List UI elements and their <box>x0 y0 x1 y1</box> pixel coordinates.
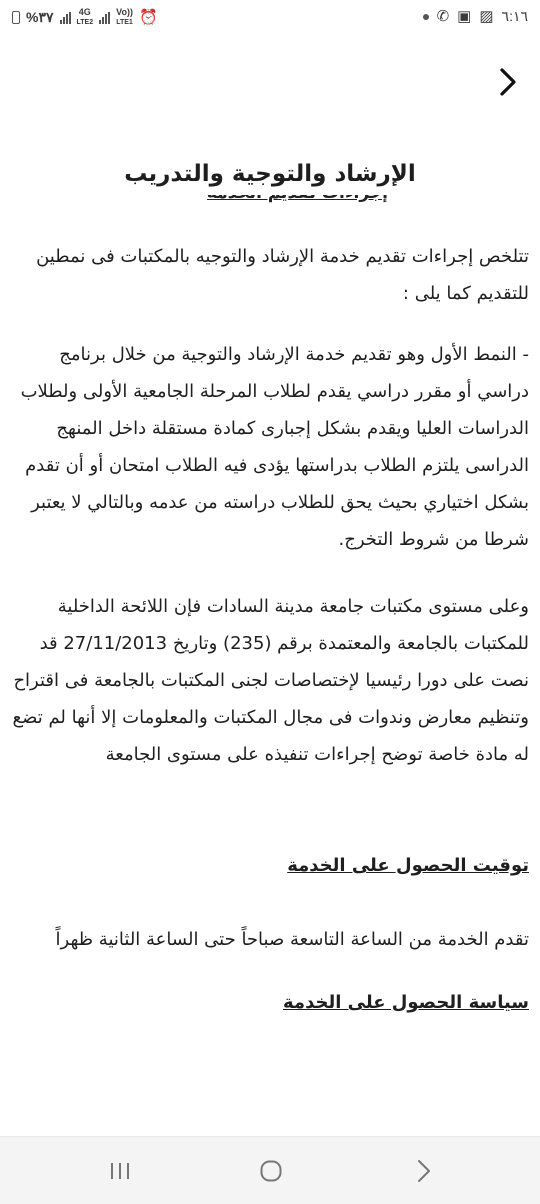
image-icon-2: ▨ <box>479 7 494 25</box>
home-icon <box>259 1159 283 1183</box>
network-vo-2: Vo)) <box>116 7 133 17</box>
network-type-2 <box>116 8 133 27</box>
policy-heading: سياسة الحصول على الخدمة <box>283 992 529 1013</box>
notification-dot-icon <box>423 14 429 20</box>
pattern-one-paragraph: - النمط الأول وهو تقديم خدمة الإرشاد والتوجية من خلال برنامج دراسي أو مقرر دراسي يقدم لطلاب المرحلة الجامعية الأولى ولطلاب الدراسات العليا ويقدم بشكل إجبارى كمادة مستقلة داخل المنهج الدراسى يلتزم الطلاب بدراستها يؤدى فيه الطلاب امتحان أو أن تقدم بشكل اختياري بحيث يحق للطلاب دراسته من عدمه وبالتالي لا يعتبر شرطا من شروط التخرج. <box>20 344 529 550</box>
recents-button[interactable] <box>100 1155 140 1187</box>
signal-icon-1 <box>60 12 71 24</box>
nav-back-button[interactable] <box>404 1155 444 1187</box>
network-lte-2: LTE1 <box>116 19 133 26</box>
home-button[interactable] <box>251 1155 291 1187</box>
title-bar <box>0 140 540 195</box>
status-bar-right <box>423 8 528 25</box>
back-button[interactable] <box>488 62 528 102</box>
page-title: الإرشاد والتوجية والتدريب <box>124 160 416 187</box>
image-icon-1: ▣ <box>457 7 472 25</box>
battery-icon <box>12 11 20 24</box>
clock: ٦:١٦ <box>501 8 528 24</box>
status-bar <box>0 0 540 34</box>
timing-paragraph: تقدم الخدمة من الساعة التاسعة صباحاً حتى الساعة الثانية ظهراً <box>55 929 529 950</box>
system-nav-bar <box>0 1136 540 1204</box>
recents-icon <box>109 1161 131 1181</box>
timing-heading: توقيت الحصول على الخدمة <box>287 855 529 876</box>
signal-icon-2 <box>99 12 110 24</box>
network-type-1 <box>77 8 94 27</box>
status-bar-left <box>12 8 158 27</box>
phone-icon: ✆ <box>436 7 450 25</box>
intro-paragraph: تتلخص إجراءات تقديم خدمة الإرشاد والتوجيه بالمكتبات فى نمطين للتقديم كما يلى : <box>36 246 529 304</box>
chevron-right-icon <box>497 67 519 97</box>
university-level-paragraph: وعلى مستوى مكتبات جامعة مدينة السادات فإن اللائحة الداخلية للمكتبات بالجامعة والمعتمدة برقم (235) وتاريخ 27/11/2013 قد نصت على دورا رئيسيا لإختصاصات لجنى المكتبات بالجامعة فى اقتراح وتنظيم معارض وندوات فى مجال المكتبات والمعلومات إلا أنها لم تضع له مادة خاصة توضح إجراءات تنفيذه على مستوى الجامعة <box>12 596 529 765</box>
network-lte-1: LTE2 <box>76 19 94 26</box>
alarm-icon: ⏰ <box>138 8 158 26</box>
network-gen-1: 4G <box>78 7 91 17</box>
article-content[interactable] <box>0 140 540 1136</box>
battery-level: %٣٧ <box>26 9 54 25</box>
back-icon <box>416 1159 432 1183</box>
